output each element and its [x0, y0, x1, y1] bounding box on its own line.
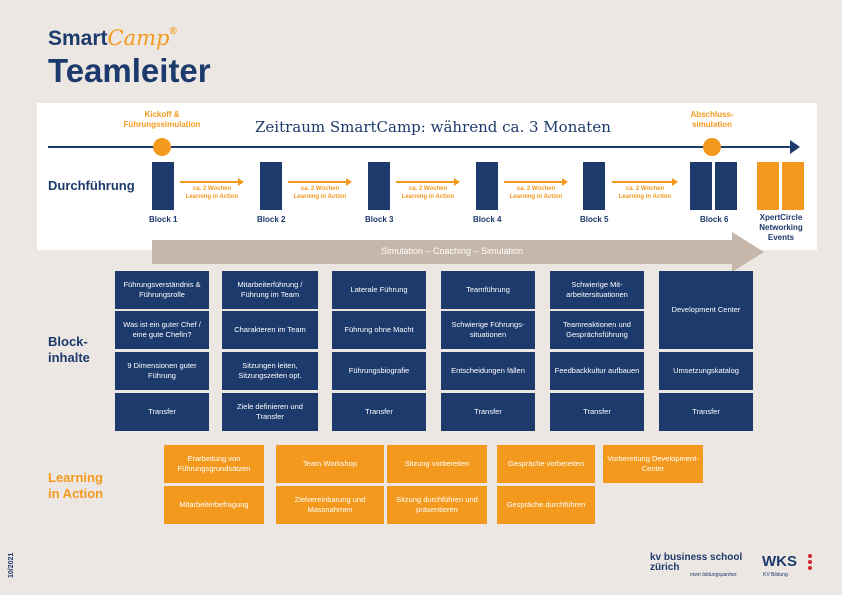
content-cell: Charakteren im Team — [222, 311, 318, 349]
content-cell: Transfer — [115, 393, 209, 431]
interval-line-2: Learning in Action — [293, 194, 347, 200]
learning-cell: Gespräche durchführen — [497, 486, 595, 524]
xpert-line-3: Events — [767, 233, 795, 242]
learning-cell: Vorbereitung Development-Center — [603, 445, 703, 483]
content-cell: Laterale Führung — [332, 271, 426, 309]
wks-dots-icon — [808, 554, 812, 572]
block-4-label: Block 4 — [473, 215, 502, 224]
brand-registered: ® — [169, 26, 177, 37]
kv-logo — [650, 553, 742, 573]
interval-line-2: Learning in Action — [401, 194, 455, 200]
block-1-label: Block 1 — [149, 215, 178, 224]
block-6-label: Block 6 — [700, 215, 729, 224]
content-cell: Ziele definieren und Transfer — [222, 393, 318, 431]
xpert-block-b — [782, 162, 804, 210]
block-5-label: Block 5 — [580, 215, 609, 224]
content-cell: Führungsbiografie — [332, 352, 426, 390]
blockinhalte-line-1: Block- — [48, 334, 88, 349]
content-cell: Entscheidungen fällen — [441, 352, 535, 390]
footer-date: 10/2021 — [8, 552, 15, 578]
block-4 — [476, 162, 498, 210]
interval-line-1: ca. 2 Wochen — [408, 186, 448, 192]
interval-line-2: Learning in Action — [185, 194, 239, 200]
interval-line-2: Learning in Action — [509, 194, 563, 200]
timeline-arrow-icon — [790, 140, 800, 154]
simulation-bar-label: Simulation – Coaching – Simulation — [380, 246, 524, 256]
milestone-kickoff-label — [112, 110, 212, 130]
block-6b — [715, 162, 737, 210]
blockinhalte-line-2: inhalte — [48, 350, 90, 365]
zeitraum-label: Zeitraum SmartCamp: während ca. 3 Monaten — [255, 118, 611, 136]
content-cell: Feedbackkultur aufbauen — [550, 352, 644, 390]
learning-cell: Gespräche vorbereiten — [497, 445, 595, 483]
content-cell: Umsetzungskatalog — [659, 352, 753, 390]
interval-line-1: ca. 2 Wochen — [300, 186, 340, 192]
interval-line-1: ca. 2 Wochen — [516, 186, 556, 192]
content-cell: Transfer — [550, 393, 644, 431]
page-title: Teamleiter — [48, 52, 211, 89]
milestone-abschluss — [703, 138, 721, 156]
interval-arrow-1 — [180, 181, 238, 183]
brand-logo — [48, 26, 177, 51]
content-cell: Development Center — [659, 271, 753, 349]
interval-text-3 — [388, 185, 468, 201]
content-cell: Transfer — [441, 393, 535, 431]
content-cell: Teamführung — [441, 271, 535, 309]
block-3-label: Block 3 — [365, 215, 394, 224]
xpert-line-2: Networking — [759, 223, 803, 232]
content-cell: Schwierige Mit-arbeitersituationen — [550, 271, 644, 309]
block-1 — [152, 162, 174, 210]
content-cell: Mitarbeiterführung / Führung im Team — [222, 271, 318, 309]
learning-label — [48, 470, 103, 502]
content-cell: Teamreaktionen und Gesprächsführung — [550, 311, 644, 349]
durchfuehrung-label: Durchführung — [48, 178, 135, 193]
abschluss-line-2: simulation — [691, 120, 732, 129]
interval-text-1 — [172, 185, 252, 201]
block-6a — [690, 162, 712, 210]
interval-arrow-4 — [504, 181, 562, 183]
kickoff-line-2: Führungssimulation — [123, 120, 201, 129]
block-2-label: Block 2 — [257, 215, 286, 224]
abschluss-line-1: Abschluss- — [690, 110, 734, 119]
block-5 — [583, 162, 605, 210]
learning-cell: Erarbeitung von Führungsgrundsätzen — [164, 445, 264, 483]
milestone-abschluss-label — [672, 110, 752, 130]
brand-smart: Smart — [48, 27, 108, 50]
content-cell: Sitzungen leiten, Sitzungszeiten opt. — [222, 352, 318, 390]
block-3 — [368, 162, 390, 210]
wks-logo: WKS — [762, 553, 797, 570]
kv-logo-line-1: kv business school — [650, 552, 743, 563]
content-cell: Transfer — [659, 393, 753, 431]
interval-text-2 — [280, 185, 360, 201]
interval-arrow-2 — [288, 181, 346, 183]
content-cell: 9 Dimensionen guter Führung — [115, 352, 209, 390]
xpert-block-a — [757, 162, 779, 210]
content-cell: Transfer — [332, 393, 426, 431]
blockinhalte-label — [48, 334, 90, 366]
content-cell: Führungsverständnis & Führungsrolle — [115, 271, 209, 309]
kv-tagline: mein bildungspartner. — [690, 572, 738, 578]
interval-text-5 — [605, 185, 685, 201]
learning-cell: Mitarbeiterbefragung — [164, 486, 264, 524]
learning-cell: Team Workshop — [276, 445, 384, 483]
block-2 — [260, 162, 282, 210]
content-cell: Schwierige Führungs-situationen — [441, 311, 535, 349]
xpert-line-1: XpertCircle — [759, 213, 803, 222]
kv-logo-line-2: zürich — [650, 562, 680, 573]
learning-cell: Sitzung durchführen und präsentieren — [387, 486, 487, 524]
content-cell: Führung ohne Macht — [332, 311, 426, 349]
milestone-kickoff — [153, 138, 171, 156]
kickoff-line-1: Kickoff & — [144, 110, 180, 119]
interval-arrow-5 — [612, 181, 672, 183]
learning-line-2: in Action — [48, 486, 104, 501]
wks-tagline: KV Bildung — [763, 572, 788, 578]
learning-cell: Sitzung vorbereiten — [387, 445, 487, 483]
learning-line-1: Learning — [48, 470, 103, 485]
content-cell: Was ist ein guter Chef / eine gute Chefin? — [115, 311, 209, 349]
interval-line-2: Learning in Action — [618, 194, 672, 200]
interval-arrow-3 — [396, 181, 454, 183]
interval-text-4 — [496, 185, 576, 201]
interval-line-1: ca. 2 Wochen — [625, 186, 665, 192]
brand-camp: Camp — [107, 26, 170, 50]
interval-line-1: ca. 2 Wochen — [192, 186, 232, 192]
learning-cell: Zielvereinbarung und Massnahmen — [276, 486, 384, 524]
